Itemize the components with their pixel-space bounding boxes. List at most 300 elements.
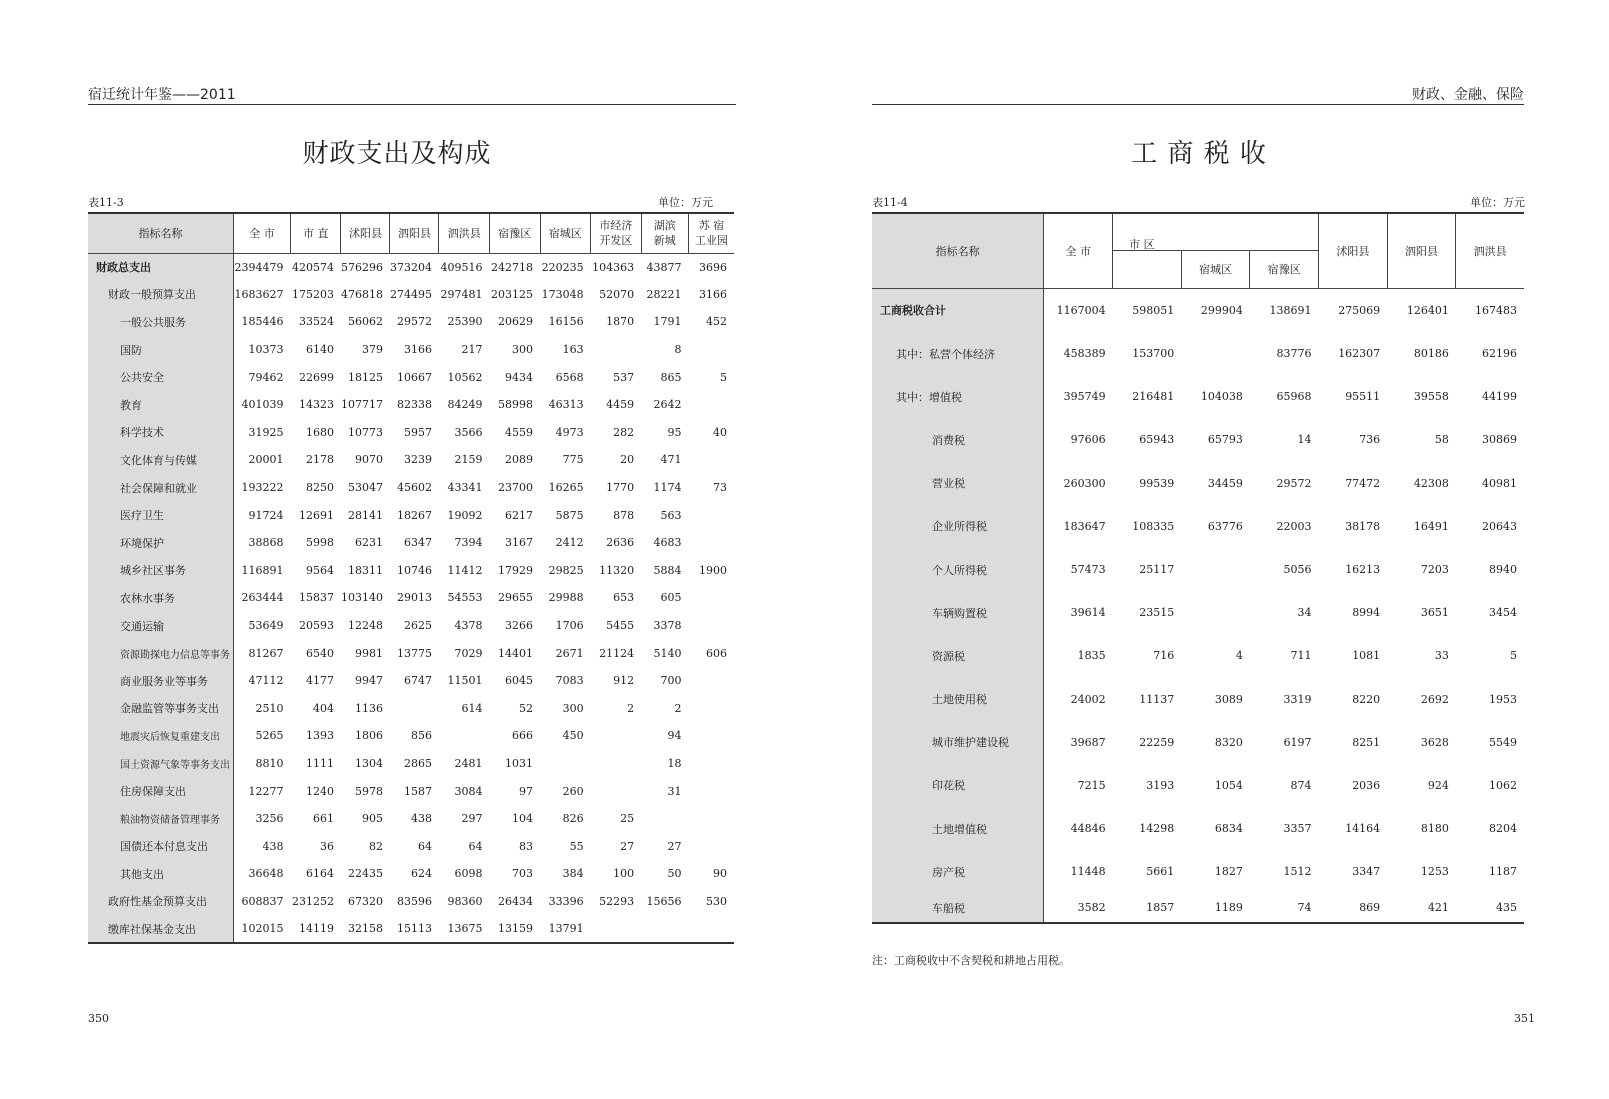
row-label: 车船税 [872, 893, 1044, 923]
cell-value: 138691 [1269, 303, 1312, 317]
cell-value: 15837 [298, 591, 334, 605]
table-row [872, 678, 1524, 721]
cell-value: 18311 [347, 563, 383, 577]
cell-value: 100 [613, 867, 635, 881]
cell-value: 9070 [354, 453, 383, 467]
cell-value: 1587 [403, 784, 432, 798]
cell-value: 11448 [1070, 865, 1106, 879]
col-header-siyang: 泗阳县 [1387, 213, 1456, 288]
cell-value: 8220 [1352, 692, 1381, 706]
table-number-right: 表11-4 [872, 196, 908, 209]
row-label: 文化体育与传媒 [88, 446, 234, 474]
table-row [872, 634, 1524, 677]
cell-value: 81267 [248, 646, 284, 660]
cell-value: 9564 [305, 563, 334, 577]
table-row [88, 750, 734, 778]
cell-value: 10773 [347, 425, 383, 439]
cell-value: 44846 [1070, 822, 1106, 836]
row-label: 环境保护 [88, 529, 234, 557]
cell-value [591, 722, 642, 750]
cell-value: 99539 [1139, 476, 1175, 490]
table-row [872, 418, 1524, 461]
cell-value [1181, 548, 1250, 591]
cell-value: 56062 [347, 315, 383, 329]
cell-value: 598051 [1132, 303, 1175, 317]
table-row [88, 639, 734, 667]
table-row [88, 722, 734, 750]
cell-value: 1081 [1352, 649, 1381, 663]
cell-value: 8204 [1489, 822, 1517, 836]
cell-value: 299904 [1200, 303, 1243, 317]
cell-value [641, 805, 688, 833]
cell-value: 58 [1434, 433, 1449, 447]
cell-value: 20 [620, 453, 635, 467]
cell-value: 2625 [403, 619, 432, 633]
table-row [88, 529, 734, 557]
cell-value: 90 [713, 867, 727, 881]
cell-value: 1953 [1489, 692, 1517, 706]
cell-value: 54553 [447, 591, 483, 605]
cell-value: 874 [1290, 778, 1312, 792]
table-row [872, 850, 1524, 893]
row-label: 一般公共服务 [88, 308, 234, 336]
cell-value: 6540 [305, 646, 334, 660]
cell-value: 102015 [241, 922, 284, 936]
cell-value: 4459 [606, 398, 635, 412]
cell-value: 421 [1427, 901, 1449, 915]
cell-value: 98360 [447, 894, 483, 908]
cell-value: 7203 [1420, 563, 1449, 577]
row-label: 金融监管等事务支出 [88, 695, 234, 723]
cell-value: 22003 [1276, 519, 1312, 533]
cell-value: 379 [361, 343, 383, 357]
cell-value [689, 750, 735, 778]
cell-value: 826 [562, 812, 584, 826]
cell-value: 537 [613, 370, 635, 384]
row-label: 缴库社保基金支出 [88, 915, 234, 943]
row-label: 财政一般预算支出 [88, 281, 234, 309]
row-label: 社会保障和就业 [88, 474, 234, 502]
cell-value: 300 [562, 701, 584, 715]
cell-value: 185446 [241, 315, 284, 329]
cell-value: 217 [461, 343, 483, 357]
cell-value: 173048 [541, 287, 584, 301]
table-note: 注：工商税收中不含契税和耕地占用税。 [872, 954, 1070, 967]
cell-value [689, 584, 735, 612]
cell-value [689, 832, 735, 860]
table-row [88, 419, 734, 447]
cell-value: 40 [713, 425, 727, 439]
col-header-suyu: 宿豫区 [1250, 250, 1319, 288]
cell-value: 10746 [396, 563, 432, 577]
cell-value: 29825 [548, 563, 584, 577]
cell-value: 33524 [298, 315, 334, 329]
cell-value: 82338 [396, 398, 432, 412]
table-row [872, 288, 1524, 332]
cell-value: 1174 [653, 481, 682, 495]
table-row [88, 832, 734, 860]
cell-value: 18125 [347, 370, 383, 384]
cell-value: 869 [1359, 901, 1381, 915]
row-label: 教育 [88, 391, 234, 419]
cell-value [689, 722, 735, 750]
cell-value: 395749 [1063, 390, 1106, 404]
cell-value: 435 [1496, 901, 1517, 915]
cell-value: 576296 [340, 260, 383, 274]
cell-value: 3357 [1283, 822, 1312, 836]
cell-value: 8320 [1214, 735, 1243, 749]
cell-value: 8 [674, 343, 682, 357]
cell-value: 2 [627, 701, 635, 715]
row-label: 工商税收合计 [872, 288, 1044, 332]
cell-value: 193222 [241, 481, 284, 495]
cell-value: 775 [562, 453, 584, 467]
cell-value: 52 [519, 701, 534, 715]
cell-value: 5 [720, 370, 727, 384]
cell-value: 33396 [548, 894, 584, 908]
cell-value: 373204 [389, 260, 432, 274]
cell-value: 80186 [1413, 347, 1449, 361]
table-row [872, 548, 1524, 591]
cell-value: 5 [1510, 649, 1517, 663]
cell-value: 263444 [241, 591, 284, 605]
cell-value: 6045 [505, 674, 534, 688]
cell-value: 3266 [505, 619, 534, 633]
cell-value: 22699 [298, 370, 334, 384]
cell-value: 29013 [396, 591, 432, 605]
cell-value: 9434 [505, 370, 534, 384]
cell-value: 865 [660, 370, 682, 384]
cell-value: 1240 [305, 784, 334, 798]
cell-value: 2178 [305, 453, 334, 467]
cell-value: 30869 [1482, 433, 1517, 447]
cell-value: 606 [706, 646, 727, 660]
cell-value: 31925 [248, 425, 284, 439]
col-header-sihong: 泗洪县 [1456, 213, 1524, 288]
cell-value: 2671 [555, 646, 584, 660]
cell-value: 10562 [447, 370, 483, 384]
cell-value: 5875 [555, 508, 584, 522]
cell-value: 28141 [347, 508, 383, 522]
cell-value: 10667 [396, 370, 432, 384]
cell-value: 16213 [1345, 563, 1381, 577]
table-number-left: 表11-3 [88, 196, 124, 209]
cell-value: 5455 [606, 619, 635, 633]
col-header-9: 湖滨 新城 [641, 213, 688, 253]
cell-value [689, 529, 735, 557]
row-label: 个人所得税 [872, 548, 1044, 591]
cell-value [390, 695, 439, 723]
cell-value: 1167004 [1056, 303, 1106, 317]
cell-value: 13775 [396, 646, 432, 660]
table-row [872, 505, 1524, 548]
cell-value: 9947 [354, 674, 383, 688]
cell-value: 1189 [1214, 901, 1243, 915]
table-row [88, 777, 734, 805]
cell-value: 19092 [447, 508, 483, 522]
cell-value: 63776 [1207, 519, 1243, 533]
cell-value: 282 [613, 425, 635, 439]
table-row [88, 501, 734, 529]
cell-value: 162307 [1338, 347, 1381, 361]
cell-value: 216481 [1132, 390, 1175, 404]
cell-value: 438 [410, 812, 432, 826]
cell-value: 661 [312, 812, 334, 826]
cell-value: 36 [319, 839, 334, 853]
cell-value [1181, 591, 1250, 634]
cell-value: 44199 [1482, 390, 1517, 404]
cell-value: 4683 [653, 536, 682, 550]
cell-value: 203125 [491, 287, 534, 301]
cell-value: 1770 [606, 481, 635, 495]
cell-value: 36648 [248, 867, 284, 881]
cell-value: 6347 [403, 536, 432, 550]
table-row [872, 591, 1524, 634]
col-header-city-blank [1113, 250, 1182, 288]
col-header-5: 泗洪县 [439, 213, 490, 253]
cell-value: 11320 [599, 563, 635, 577]
cell-value: 4973 [555, 425, 584, 439]
cell-value: 905 [361, 812, 383, 826]
cell-value: 8994 [1352, 606, 1381, 620]
cell-value: 5056 [1283, 563, 1312, 577]
cell-value: 231252 [291, 894, 334, 908]
cell-value: 65968 [1276, 390, 1312, 404]
cell-value: 97606 [1070, 433, 1106, 447]
col-header-10: 苏 宿 工业园 [689, 213, 735, 253]
cell-value: 34459 [1207, 476, 1243, 490]
cell-value: 14 [1297, 433, 1312, 447]
cell-value: 624 [410, 867, 432, 881]
col-header-name: 指标名称 [872, 213, 1044, 288]
cell-value: 27 [667, 839, 682, 853]
cell-value: 471 [660, 453, 682, 467]
cell-value: 126401 [1406, 303, 1449, 317]
cell-value: 8251 [1352, 735, 1381, 749]
table-row [88, 888, 734, 916]
cell-value: 3347 [1352, 865, 1381, 879]
cell-value: 275069 [1338, 303, 1381, 317]
table-row [88, 281, 734, 309]
cell-value: 3651 [1420, 606, 1449, 620]
cell-value: 7215 [1077, 778, 1106, 792]
cell-value: 703 [512, 867, 534, 881]
cell-value: 3167 [505, 536, 534, 550]
cell-value: 3256 [255, 812, 284, 826]
cell-value: 1054 [1214, 778, 1243, 792]
cell-value: 912 [613, 674, 635, 688]
cell-value: 47112 [248, 674, 284, 688]
cell-value: 563 [660, 508, 682, 522]
cell-value: 736 [1359, 433, 1381, 447]
cell-value: 5884 [653, 563, 682, 577]
cell-value: 17929 [498, 563, 534, 577]
table-row [88, 667, 734, 695]
cell-value: 1062 [1489, 778, 1517, 792]
cell-value: 94 [667, 729, 682, 743]
page-title-left: 财政支出及构成 [302, 139, 492, 169]
col-header-suchen: 宿城区 [1181, 250, 1250, 288]
cell-value: 3566 [454, 425, 483, 439]
cell-value: 43341 [447, 481, 483, 495]
cell-value: 40981 [1482, 476, 1517, 490]
cell-value: 1706 [555, 619, 584, 633]
cell-value: 10373 [248, 343, 284, 357]
row-label: 交通运输 [88, 612, 234, 640]
cell-value [540, 750, 591, 778]
table-row [88, 915, 734, 943]
cell-value: 43877 [646, 260, 682, 274]
cell-value: 300 [512, 343, 534, 357]
cell-value: 409516 [440, 260, 483, 274]
cell-value: 1393 [305, 729, 334, 743]
header-rule-right [872, 104, 1524, 105]
table-row [88, 336, 734, 364]
running-head-left: 宿迁统计年鉴——2011 [88, 87, 236, 103]
row-label: 城乡社区事务 [88, 557, 234, 585]
cell-value: 297 [461, 812, 483, 826]
cell-value: 97 [519, 784, 534, 798]
row-label: 城市维护建设税 [872, 721, 1044, 764]
cell-value: 13159 [498, 922, 534, 936]
cell-value: 29572 [396, 315, 432, 329]
row-label: 土地增值税 [872, 807, 1044, 850]
business-tax-table [872, 212, 1524, 924]
cell-value: 476818 [340, 287, 383, 301]
col-header-4: 泗阳县 [390, 213, 439, 253]
cell-value: 16491 [1413, 519, 1449, 533]
cell-value: 2642 [653, 398, 682, 412]
table-row [872, 375, 1524, 418]
cell-value: 31 [667, 784, 682, 798]
row-label: 企业所得税 [872, 505, 1044, 548]
cell-value: 12248 [347, 619, 383, 633]
cell-value: 22435 [347, 867, 383, 881]
cell-value [689, 336, 735, 364]
cell-value: 450 [562, 729, 584, 743]
cell-value: 14401 [498, 646, 534, 660]
cell-value: 53649 [248, 619, 284, 633]
cell-value: 64 [468, 839, 483, 853]
cell-value: 2 [674, 701, 682, 715]
cell-value: 3628 [1420, 735, 1449, 749]
cell-value: 2636 [606, 536, 635, 550]
cell-value: 103140 [340, 591, 383, 605]
cell-value: 12277 [248, 784, 284, 798]
cell-value: 401039 [241, 398, 284, 412]
row-label: 科学技术 [88, 419, 234, 447]
row-label: 商业服务业等事务 [88, 667, 234, 695]
cell-value: 5140 [653, 646, 682, 660]
col-header-7: 宿城区 [540, 213, 591, 253]
cell-value [439, 722, 490, 750]
cell-value: 14298 [1139, 822, 1175, 836]
cell-value: 1136 [354, 701, 383, 715]
cell-value: 23700 [498, 481, 534, 495]
row-label: 土地使用税 [872, 678, 1044, 721]
cell-value: 6197 [1283, 735, 1312, 749]
cell-value: 58998 [498, 398, 534, 412]
cell-value: 274495 [389, 287, 432, 301]
cell-value: 34 [1297, 606, 1312, 620]
cell-value: 605 [660, 591, 682, 605]
cell-value: 25117 [1139, 563, 1175, 577]
cell-value: 83776 [1276, 347, 1312, 361]
row-label: 国防 [88, 336, 234, 364]
cell-value: 5998 [305, 536, 334, 550]
cell-value: 1512 [1283, 865, 1312, 879]
cell-value: 15113 [396, 922, 432, 936]
unit-label-right: 单位：万元 [1470, 196, 1525, 209]
col-header-0: 指标名称 [88, 213, 234, 253]
cell-value: 856 [410, 729, 432, 743]
page-number-left: 350 [88, 1012, 109, 1025]
row-label: 住房保障支出 [88, 777, 234, 805]
row-label: 消费税 [872, 418, 1044, 461]
cell-value: 163 [562, 343, 584, 357]
cell-value: 4559 [505, 425, 534, 439]
table-row [872, 462, 1524, 505]
cell-value: 1031 [505, 756, 534, 770]
cell-value: 23515 [1139, 606, 1175, 620]
row-label: 农林水事务 [88, 584, 234, 612]
cell-value: 15656 [646, 894, 682, 908]
col-header-city-label: 市 区 [1129, 237, 1155, 251]
cell-value: 3319 [1283, 692, 1312, 706]
table-row [88, 612, 734, 640]
cell-value: 6140 [305, 343, 334, 357]
cell-value: 46313 [548, 398, 584, 412]
cell-value: 21124 [599, 646, 635, 660]
cell-value [1181, 332, 1250, 375]
cell-value: 614 [461, 701, 483, 715]
table-row [872, 764, 1524, 807]
cell-value: 14119 [298, 922, 334, 936]
cell-value: 3582 [1077, 901, 1106, 915]
cell-value: 108335 [1132, 519, 1175, 533]
cell-value: 1187 [1489, 865, 1517, 879]
cell-value: 8940 [1489, 563, 1517, 577]
col-header-1: 全 市 [234, 213, 291, 253]
cell-value: 52070 [599, 287, 635, 301]
cell-value: 6834 [1214, 822, 1243, 836]
cell-value: 438 [262, 839, 284, 853]
cell-value: 95511 [1345, 390, 1381, 404]
cell-value: 6098 [454, 867, 483, 881]
cell-value: 9981 [354, 646, 383, 660]
cell-value: 26434 [498, 894, 534, 908]
cell-value: 183647 [1063, 519, 1106, 533]
cell-value: 1900 [699, 563, 727, 577]
table-row [872, 807, 1524, 850]
cell-value: 16156 [548, 315, 584, 329]
col-header-3: 沭阳县 [341, 213, 390, 253]
col-header-2: 市 直 [290, 213, 341, 253]
cell-value: 84249 [447, 398, 483, 412]
table-row [88, 695, 734, 723]
cell-value: 1835 [1077, 649, 1106, 663]
cell-value [689, 915, 735, 943]
cell-value: 24002 [1070, 692, 1106, 706]
cell-value: 924 [1427, 778, 1449, 792]
cell-value: 79462 [248, 370, 284, 384]
cell-value: 14323 [298, 398, 334, 412]
cell-value: 1253 [1420, 865, 1449, 879]
cell-value: 50 [667, 867, 682, 881]
cell-value: 6231 [354, 536, 383, 550]
cell-value: 7394 [454, 536, 483, 550]
cell-value: 8810 [255, 756, 284, 770]
